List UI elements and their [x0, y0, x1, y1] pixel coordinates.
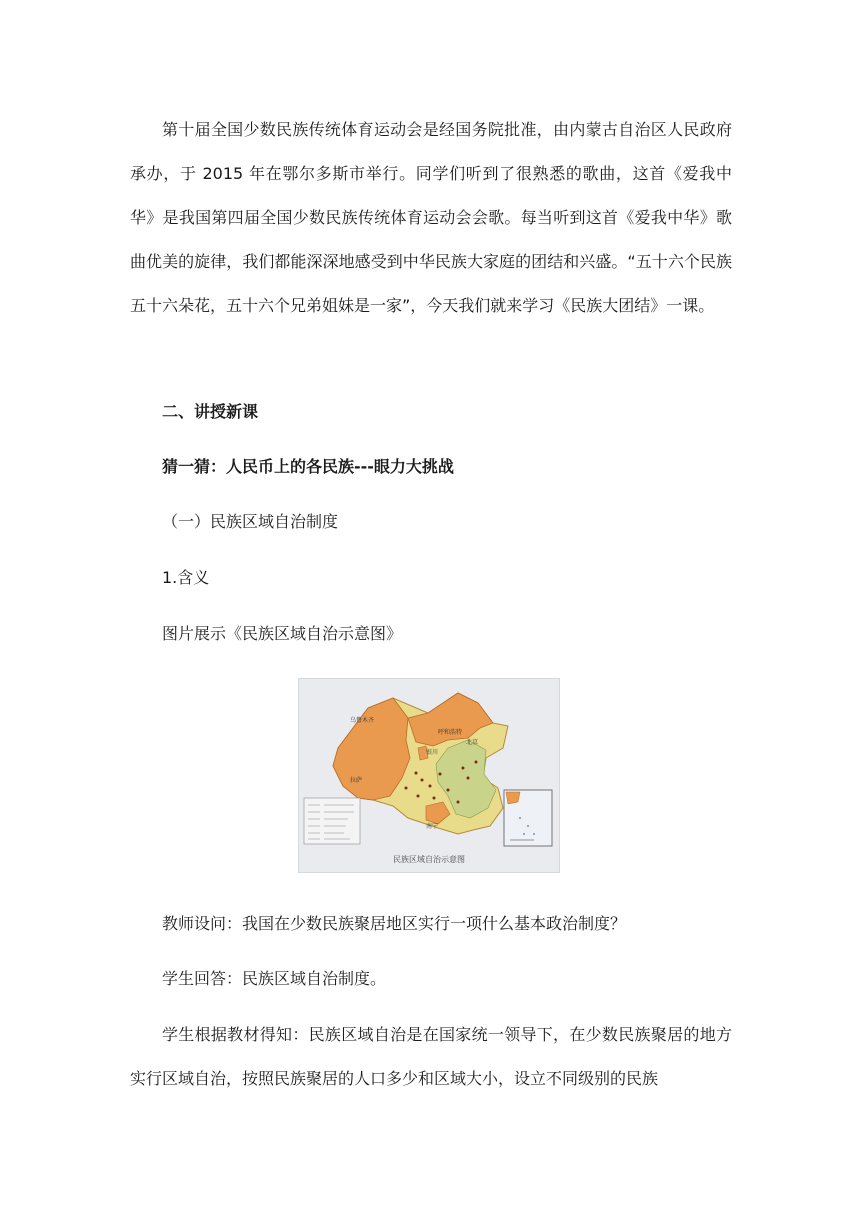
- map-label: 拉萨: [350, 777, 363, 784]
- china-map-image: [298, 678, 560, 873]
- map-label: 南宁: [426, 823, 439, 830]
- autonomy-map-figure: [298, 678, 560, 873]
- guess-heading: 猜一猜：人民币上的各民族---眼力大挑战: [162, 457, 454, 476]
- map-label: 呼和浩特: [438, 729, 463, 736]
- student-answer: 学生回答：民族区域自治制度。: [162, 969, 387, 988]
- section-heading: 二、讲授新课: [162, 402, 259, 421]
- item-heading: 1.含义: [162, 568, 210, 587]
- intro-paragraph: 第十届全国少数民族传统体育运动会是经国务院批准，由内蒙古自治区人民政府承办，于 2015 年在鄂尔多斯市举行。同学们听到了很熟悉的歌曲，这首《爱我中华》是我国第四届全国少数民族传统体育运动会会歌。每当听到这首《爱我中华》歌曲优美的旋律，我们都能深深地感受到中华民族大家庭的团结和兴盛。“五十六个民族五十六朵花，五十六个兄弟姐妹是一家”，今天我们就来学习《民族大团结》一课。: [130, 120, 732, 315]
- teacher-question: 教师设问：我国在少数民族聚居地区实行一项什么基本政治制度？: [162, 914, 627, 933]
- figure-intro: 图片展示《民族区域自治示意图》: [162, 624, 403, 643]
- map-label: 银川: [426, 749, 439, 756]
- figure-caption: 民族区域自治示意图: [393, 855, 465, 864]
- conclusion-paragraph: 学生根据教材得知：民族区域自治是在国家统一领导下，在少数民族聚居的地方实行区域自治，按照民族聚居的人口多少和区域大小，设立不同级别的民族: [130, 1025, 732, 1088]
- subheading: （一）民族区域自治制度: [162, 512, 339, 531]
- map-label: 乌鲁木齐: [350, 717, 375, 724]
- map-label: 北京: [466, 739, 479, 746]
